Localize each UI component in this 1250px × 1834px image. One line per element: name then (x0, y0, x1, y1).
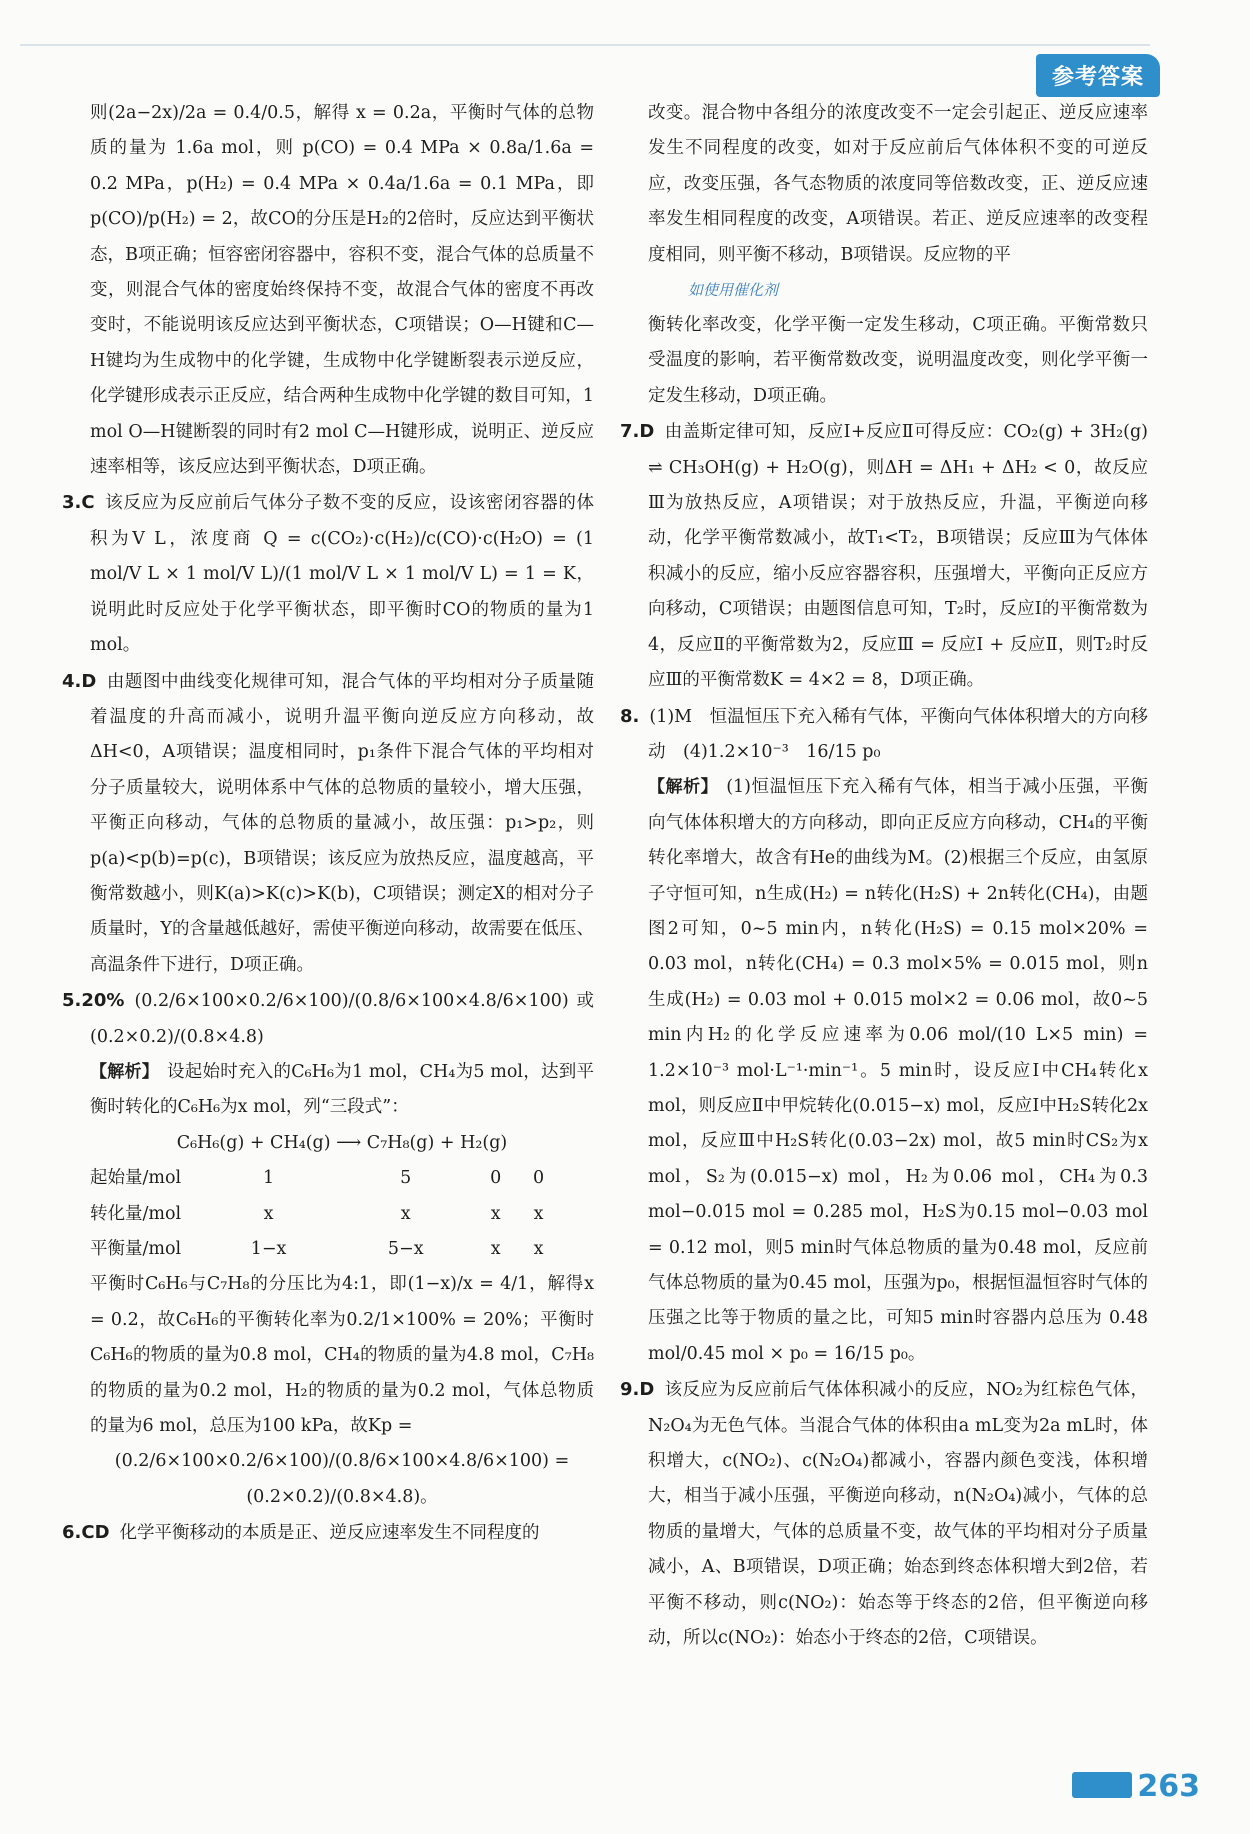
q8-analysis-text: (1)恒温恒压下充入稀有气体，相当于减小压强，平衡向气体体积增大的方向移动，即向正反应方向移动，CH₄的平衡转化率增大，故含有He的曲线为M。(2)根据三个反应，由氢原子守恒可知，n生成(H₂) = n转化(H₂S) + 2n转化(CH₄)，由题图2可知，0~5 min内，n转化(H₂S) = 0.15 mol×20% = 0.03 mol，n转化(CH₄) = 0.3 mol×5% = 0.015 mol，则n生成(H₂) = 0.03 mol + 0.015 mol×2 = 0.06 mol，故0~5 min内H₂的化学反应速率为0.06 mol/(10 L×5 min) = 1.2×10⁻³ mol·L⁻¹·min⁻¹。5 min时，设反应Ⅰ中CH₄转化x mol，则反应Ⅱ中甲烷转化(0.015−x) mol，反应Ⅰ中H₂S转化2x mol，反应Ⅲ中H₂S转化(0.03−2x) mol，故5 min时CS₂为x mol，S₂为(0.015−x) mol，H₂为0.06 mol，CH₄为0.3 mol−0.015 mol = 0.285 mol，H₂S为0.15 mol−0.03 mol = 0.12 mol，则5 min时气体总物质的量为0.48 mol，反应前气体总物质的量为0.45 mol，压强为p₀，根据恒温恒容时气体的压强之比等于物质的量之比，可知5 min时容器内总压为 0.48 mol/0.45 mol × p₀ = 16/15 p₀。 (648, 777, 1148, 1364)
question-number: 9.D (620, 1379, 655, 1401)
answer-section-tag: 参考答案 (1036, 54, 1160, 97)
table-cell: x (263, 1203, 274, 1224)
header-rule (20, 44, 1150, 46)
q4-text: 由题图中曲线变化规律可知，混合气体的平均相对分子质量随着温度的升高而减小，说明升温平衡向逆反应方向移动，故ΔH<0，A项错误；温度相同时，p₁条件下混合气体的平均相对分子质量较大，说明体系中气体的总物质的量较小，增大压强，平衡正向移动，气体的总物质的量减小，故压强：p₁>p₂，则p(a)<p(b)=p(c)，B项错误；该反应为放热反应，温度越高，平衡常数越小，则K(a)>K(c)>K(b)，C项错误；测定X的相对分子质量时，Y的含量越低越好，需使平衡逆向移动，故需要在低压、高温条件下进行，D项正确。 (90, 671, 594, 975)
q7-answer (620, 414, 1148, 698)
table-cell: x (490, 1239, 501, 1259)
q7-text: 由盖斯定律可知，反应Ⅰ+反应Ⅱ可得反应：CO₂(g) + 3H₂(g) ⇌ CH₃OH(g) + H₂O(g)，则ΔH = ΔH₁ + ΔH₂ < 0，故反应Ⅲ为放热反应，A项错误；对于放热反应，升温，平衡逆向移动，化学平衡常数减小，故T₁<T₂，B项错误；反应Ⅲ为气体体积减小的反应，缩小反应容器容积，压强增大，平衡向正反应方向移动，C项错误；由题图信息可知，T₂时，反应Ⅰ的平衡常数为4，反应Ⅱ的平衡常数为2，反应Ⅲ = 反应Ⅰ + 反应Ⅱ，则T₂时反应Ⅲ的平衡常数K = 4×2 = 8，D项正确。 (648, 422, 1148, 691)
table-cell: 5−x (387, 1239, 424, 1259)
question-number: 5.20% (62, 990, 125, 1012)
table-cell: x (533, 1239, 544, 1259)
q5-after-table: 平衡时C₆H₆与C₇H₈的分压比为4:1，即(1−x)/x = 4/1，解得x = 0.2，故C₆H₆的平衡转化率为0.2/1×100% = 20%；平衡时C₆H₆的物质的量为0.8 mol，CH₄的物质的量为4.8 mol，C₇H₈的物质的量为0.2 mol，H₂的物质的量为0.2 mol，气体总物质的量为6 mol，总压为100 kPa，故Kp = (90, 1274, 594, 1437)
question-number: 6.CD (62, 1522, 110, 1544)
q5-answer (62, 983, 594, 1055)
q9-text: 该反应为反应前后气体体积减小的反应，NO₂为红棕色气体，N₂O₄为无色气体。当混合气体的体积由a mL变为2a mL时，体积增大，c(NO₂)、c(N₂O₄)都减小，容器内颜色变浅，体积增大，相当于减小压强，平衡逆向移动，n(N₂O₄)减小，气体的总物质的量增大，气体的总质量不变，故气体的平均相对分子质量减小，A、B项错误，D项正确；始态到终态体积增大到2倍，若平衡不移动，则c(NO₂)：始态等于终态的2倍，但平衡逆向移动，所以c(NO₂)：始态小于终态的2倍，C项错误。 (648, 1380, 1148, 1649)
table-cell: 平衡量/mol (90, 1239, 182, 1259)
table-row (90, 1232, 560, 1267)
q3-text: 该反应为反应前后气体分子数不变的反应，设该密闭容器的体积为V L，浓度商 Q = c(CO₂)·c(H₂)/c(CO)·c(H₂O) = (1 mol/V L × 1 mol/V L)/(1 mol/V L × 1 mol/V L) = 1 = K，说明此时反应处于化学平衡状态，即平衡时CO的物质的量为1 mol。 (90, 493, 594, 656)
q5-analysis (90, 1055, 594, 1126)
question-number: 7.D (620, 421, 655, 443)
q9-answer (620, 1372, 1148, 1656)
table-cell: 起始量/mol (90, 1168, 182, 1189)
footer-logo-icon (1072, 1772, 1132, 1798)
q4-answer (62, 664, 594, 984)
question-number: 4.D (62, 670, 97, 692)
table-cell: 0 (533, 1168, 545, 1189)
q6-text: 化学平衡移动的本质是正、逆反应速率发生不同程度的 (119, 1523, 540, 1544)
q5-analysis-text: 设起始时充入的C₆H₆为1 mol，CH₄为5 mol，达到平衡时转化的C₆H₆为x mol，列“三段式”： (90, 1061, 594, 1118)
table-cell: 5 (400, 1168, 412, 1189)
table-cell: 转化量/mol (90, 1203, 182, 1224)
q5-kp-formula: (0.2/6×100×0.2/6×100)/(0.8/6×100×4.8/6×100) = (0.2×0.2)/(0.8×4.8)。 (114, 1451, 570, 1507)
header-band (0, 0, 1250, 52)
q8-analysis (648, 770, 1148, 1372)
q6-continuation-2: 衡转化率改变，化学平衡一定发生移动，C项正确。平衡常数只受温度的影响，若平衡常数改变，说明温度改变，则化学平衡一定发生移动，D项正确。 (648, 315, 1148, 406)
q5-formula: (0.2/6×100×0.2/6×100)/(0.8/6×100×4.8/6×100) 或 (0.2×0.2)/(0.8×4.8) (90, 991, 594, 1047)
q3-answer (62, 485, 594, 663)
analysis-label: 【解析】 (648, 777, 719, 798)
q6-continuation: 改变。混合物中各组分的浓度改变不一定会引起正、逆反应速率发生不同程度的改变，如对于反应前后气体体积不变的可逆反应，改变压强，各气态物质的浓度同等倍数改变，正、逆反应速率发生相同程度的改变，A项错误。若正、逆反应速率的改变程度相同，则平衡不移动，B项错误。反应物的平 (648, 103, 1148, 265)
table-row (90, 1197, 560, 1232)
right-column (620, 96, 1148, 1656)
q8-text: (1)M 恒温恒压下充入稀有气体，平衡向气体体积增大的方向移动 (4)1.2×10⁻³ 16/15 p₀ (648, 706, 1148, 762)
question-number: 8. (620, 705, 640, 727)
table-cell: x (533, 1203, 544, 1224)
table-row (90, 1161, 560, 1196)
table-cell: x (400, 1203, 411, 1224)
question-number: 3.C (62, 492, 95, 514)
q8-answer (620, 699, 1148, 771)
analysis-label: 【解析】 (90, 1061, 160, 1082)
q2-continuation: 则(2a−2x)/2a = 0.4/0.5，解得 x = 0.2a，平衡时气体的总物质的量为 1.6a mol，则 p(CO) = 0.4 MPa × 0.8a/1.6a = 0.2 MPa，p(H₂) = 0.4 MPa × 0.4a/1.6a = 0.1 MPa，即 p(CO)/p(H₂) = 2，故CO的分压是H₂的2倍时，反应达到平衡状态，B项正确；恒容密闭容器中，容积不变，混合气体的总质量不变，则混合气体的密度始终保持不变，故混合气体的密度不再改变时，不能说明该反应达到平衡状态，C项错误；O—H键和C—H键均为生成物中的化学键，生成物中化学键断裂表示逆反应，化学键形成表示正反应，结合两种生成物中化学键的数目可知，1 mol O—H键断裂的同时有2 mol C—H键形成，说明正、逆反应速率相等，该反应达到平衡状态，D项正确。 (90, 103, 594, 478)
reaction-equation: C₆H₆(g) + CH₄(g) ⟶ C₇H₈(g) + H₂(g) (176, 1132, 508, 1153)
three-stage-table (90, 1161, 560, 1267)
table-cell: 0 (490, 1168, 502, 1189)
table-cell: 1−x (250, 1239, 287, 1259)
table-cell: 1 (263, 1168, 275, 1189)
left-column (62, 96, 594, 1552)
page-number: 263 (1137, 1769, 1200, 1804)
handwritten-note: 如使用催化剂 (688, 281, 779, 300)
table-cell: x (490, 1203, 501, 1224)
q6-answer (62, 1515, 594, 1551)
